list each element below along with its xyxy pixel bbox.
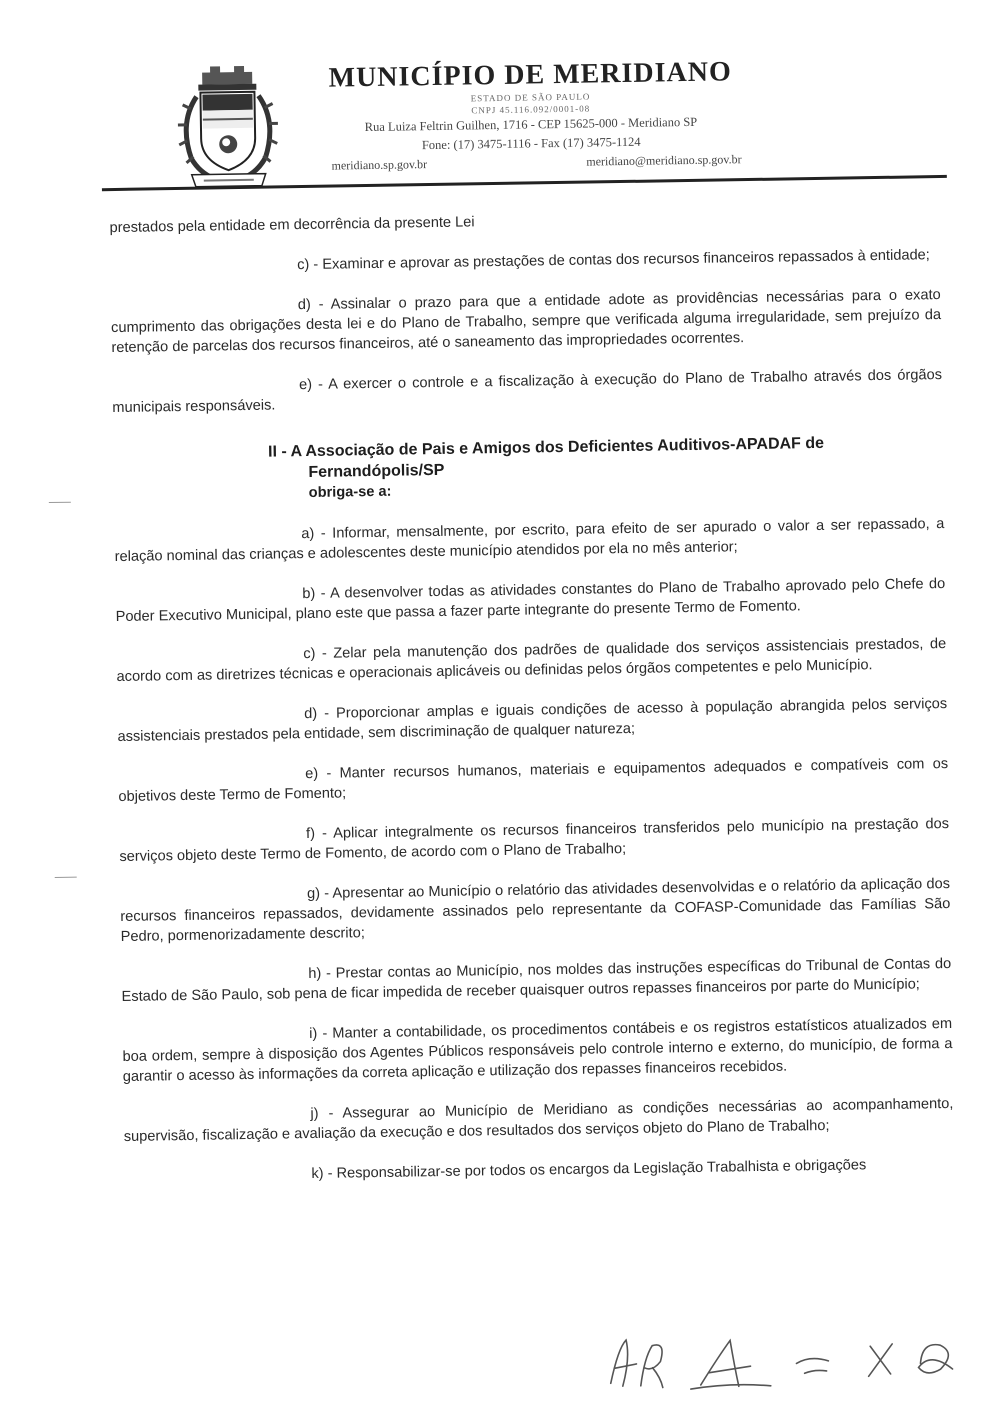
section-subheading: obriga-se a: (308, 483, 392, 501)
address-line: Rua Luiza Feltrin Guilhen, 1716 - CEP 15625-000 - Meridiano SP (364, 114, 698, 135)
letterhead (310, 56, 752, 174)
section-heading-line2: Fernandópolis/SP (308, 461, 445, 481)
obligation-item-j: j) - Assegurar ao Município de Meridiano as condições necessárias ao acompanhamento, supervisão, fiscalização e avaliação da execução e dos resultados dos serviços objeto do Plano de Trabalho; (123, 1095, 954, 1145)
obligation-item-k: k) - Responsabilizar-se por todos os encargos da Legislação Trabalhista e obrigações (311, 1157, 867, 1183)
obligation-item-f: f) - Aplicar integralmente os recursos financeiros transferidos pelo município na prestação dos serviços objeto deste Termo de Fomento, de acordo com o Plano de Trabalho; (119, 815, 950, 865)
state-line: ESTADO DE SÃO PAULO (470, 91, 591, 104)
obligation-item-e: e) - Manter recursos humanos, materiais e equipamentos adequados e compatíveis com os objetivos deste Termo de Fomento; (118, 755, 949, 806)
section-heading-line1: II - A Associação de Pais e Amigos dos Deficientes Auditivos-APADAF de (267, 434, 825, 461)
section-heading (268, 431, 944, 505)
document-body (109, 205, 954, 1187)
obligation-item-g: g) - Apresentar ao Município o relatório das atividades desenvolvidas e o relatório da aplicação dos recursos financeiros repassados, devidamente assinados pelo representante da COFASP-Comunidade das Famílias São Pedro, pormenorizadamente descrito; (120, 875, 951, 945)
obligation-item-d: d) - Proporcionar amplas e iguais condições de acesso à população abrangida pelos serviços assistenciais prestados pela entidade, sem discriminação de qualquer natureza; (117, 695, 948, 746)
obligation-item-a: a) - Informar, mensalmente, por escrito, para efeito de ser apurado o valor a ser repassado, a relação nominal das crianças e adolescentes deste município atendidos por ela no mês anterior; (114, 516, 945, 566)
obligation-item-i: i) - Manter a contabilidade, os procedimentos contábeis e os registros estatísticos atualizados em boa ordem, sempre à disposição dos Agentes Públicos responsáveis pelo controle interno e externo, do município, de forma a garantir o acesso às informações da correta aplicação e utilização dos repasses financeiros recebidos. (122, 1015, 953, 1085)
phone-line: Fone: (17) 3475-1116 - Fax (17) 3475-1124 (421, 134, 641, 153)
continuation-paragraph: prestados pela entidade em decorrência da presente Lei (109, 214, 475, 237)
email-text: meridiano@meridiano.sp.gov.br (586, 152, 742, 169)
website-text: meridiano.sp.gov.br (331, 157, 428, 173)
intro-item-e: e) - A exercer o controle e a fiscalização à execução do Plano de Trabalho através dos órgãos municipais responsáveis. (112, 367, 943, 417)
cnpj-line: CNPJ 45.116.092/0001-08 (471, 103, 591, 116)
handwritten-initials-icon (600, 1323, 971, 1399)
intro-item-c: c) - Examinar e aprovar as prestações de contas dos recursos financeiros repassados à entidade; (297, 247, 930, 274)
punch-mark (55, 877, 77, 878)
municipal-coat-of-arms-icon (168, 61, 288, 195)
obligation-item-h: h) - Prestar contas ao Município, nos moldes das instruções específicas do Tribunal de Contas do Estado de São Paulo, sob pena de ficar impedida de receber quaisquer outros repasses financeiros por parte do Município; (121, 955, 952, 1005)
obligation-item-c: c) - Zelar pela manutenção dos padrões de qualidade dos serviços assistenciais prestados, de acordo com as diretrizes técnicas e operacionais aplicáveis ou definidas pelos órgãos competentes e pelo Município. (116, 635, 947, 686)
punch-mark (49, 502, 71, 503)
obligation-item-b: b) - A desenvolver todas as atividades constantes do Plano de Trabalho aprovado pelo Chefe do Poder Executivo Municipal, plano este que passa a fazer parte integrante do presente Termo de Fomento. (115, 575, 946, 626)
intro-item-d: d) - Assinalar o prazo para que a entidade adote as providências necessárias para o exato cumprimento das obrigações desta lei e do Plano de Trabalho, sempre que verificada alguma irregularidade, sem prejuízo da retenção de parcelas dos recursos financeiros, até o saneamento das impropriedades ocorrentes. (110, 287, 942, 357)
municipality-title: MUNICÍPIO DE MERIDIANO (328, 56, 732, 94)
